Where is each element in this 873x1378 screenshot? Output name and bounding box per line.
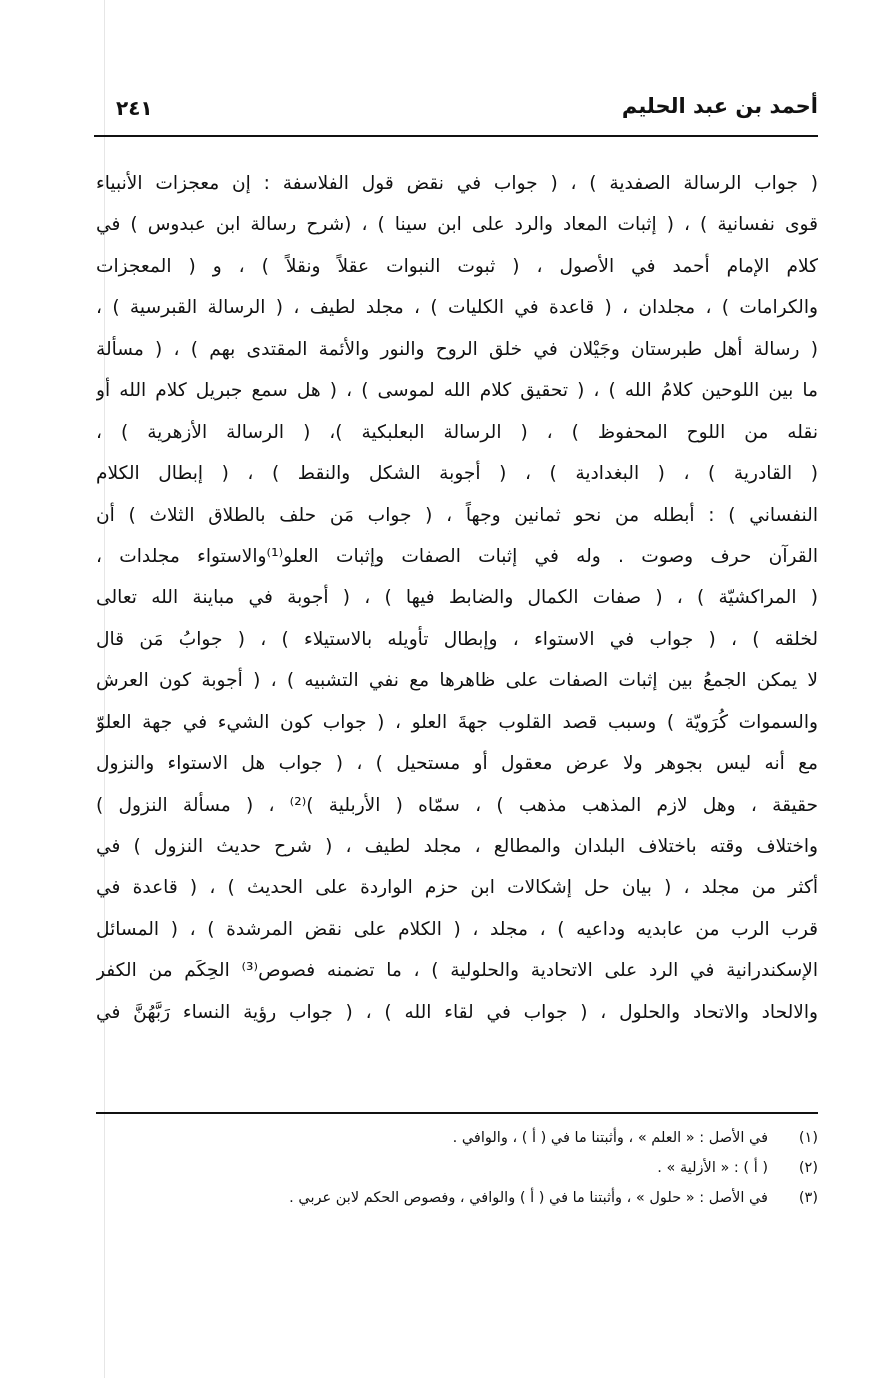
footnote-text: في الأصل : « العلم » ، وأثبتنا ما في ( أ ) ، والوافي .	[452, 1130, 768, 1146]
footnote-2	[200, 1153, 818, 1183]
page-header	[94, 92, 818, 132]
footnote-number: (٢)	[798, 1160, 818, 1176]
text-line: قرب الرب من عابديه وداعيه ) ، مجلد ، ( الكلام على نقض المرشدة ) ، ( المسائل	[96, 918, 818, 940]
footnote-1	[200, 1123, 818, 1153]
text-line: ( جواب الرسالة الصفدية ) ، ( جواب في نقض قول الفلاسفة : إن معجزات الأنبياء	[96, 173, 818, 194]
text-line: ( القادرية ) ، ( البغدادية ) ، ( أجوبة الشكل والنقط ) ، ( إبطال الكلام	[96, 463, 818, 485]
footnote-rule	[96, 1112, 818, 1114]
footnote-3	[200, 1183, 818, 1213]
running-title: أحمد بن عبد الحليم	[621, 94, 818, 118]
footnotes	[200, 1123, 818, 1213]
text-line: حقيقة ، وهل لازم المذهب مذهب ) ، سمّاه ( الأربلية )⁽²⁾ ، ( مسألة النزول )	[96, 794, 818, 816]
text-line: واختلاف وقته باختلاف البلدان والمطالع ، مجلد لطيف ، ( شرح حديث النزول ) في	[96, 836, 818, 857]
footnote-number: (٣)	[798, 1190, 818, 1206]
text-line: لا يمكن الجمعُ بين إثبات الصفات على ظاهرها مع نفي التشبيه ) ، ( أجوبة كون العرش	[96, 670, 818, 692]
text-line: النفساني ) : أبطله من نحو ثمانين وجهاً ، ( جواب مَن حلف بالطلاق الثلاث ) أن	[96, 504, 818, 526]
footnote-number: (١)	[798, 1130, 818, 1146]
text-line: قوى نفسانية ) ، ( إثبات المعاد والرد على ابن سينا ) ، (شرح رسالة ابن عبدوس ) في	[96, 214, 818, 236]
text-line: ( المراكشيّة ) ، ( صفات الكمال والضابط فيها ) ، ( أجوبة في مباينة الله تعالى	[96, 587, 818, 609]
text-line: القرآن حرف وصوت . وله في إثبات الصفات وإثبات العلو⁽¹⁾والاستواء مجلدات ،	[96, 545, 818, 567]
text-line: والسموات كُرَويّة ) وسبب قصد القلوب جهةَ العلو ، ( جواب كون الشيء في جهة العلوّ	[96, 711, 818, 733]
footnote-text: في الأصل : « حلول » ، وأثبتنا ما في ( أ ) والوافي ، وفصوص الحكم لابن عربي .	[289, 1190, 768, 1206]
text-line: ما بين اللوحين كلامُ الله ) ، ( تحقيق كلام الله لموسى ) ، ( هل سمع جبريل كلام الله أو	[96, 380, 818, 402]
text-line: الإسكندرانية في الرد على الاتحادية والحلولية ) ، ما تضمنه فصوص⁽³⁾ الحِكَم من الكفر	[96, 960, 818, 982]
text-line: والالحاد والاتحاد والحلول ، ( جواب في لقاء الله ) ، ( جواب رؤية النساء رَبَّهُنَّ في	[96, 1001, 818, 1023]
body-text	[96, 163, 818, 1033]
text-line: كلام الإمام أحمد في الأصول ، ( ثبوت النبوات عقلاً ونقلاً ) ، و ( المعجزات	[96, 255, 818, 277]
text-line: مع أنه ليس بجوهر ولا عرض معقول أو مستحيل ) ، ( جواب هل الاستواء والنزول	[96, 753, 818, 775]
header-rule	[94, 135, 818, 137]
text-line: والكرامات ) ، مجلدان ، ( قاعدة في الكليات ) ، مجلد لطيف ، ( الرسالة القبرسية ) ،	[96, 297, 818, 319]
text-line: نقله من اللوح المحفوظ ) ، ( الرسالة البعلبكية )، ( الرسالة الأزهرية ) ،	[96, 421, 818, 443]
footnote-text: ( أ ) : « الأزلية » .	[657, 1160, 768, 1176]
text-line: أكثر من مجلد ، ( بيان حل إشكالات ابن حزم الواردة على الحديث ) ، ( قاعدة في	[96, 877, 818, 899]
page-number: ٢٤١	[116, 96, 153, 120]
text-line: لخلقه ) ، ( جواب في الاستواء ، وإبطال تأويله بالاستيلاء ) ، ( جوابُ مَن قال	[96, 628, 818, 650]
text-line: ( رسالة أهل طبرستان وجَيْلان في خلق الروح والنور والأئمة المقتدى بهم ) ، ( مسألة	[96, 338, 818, 360]
